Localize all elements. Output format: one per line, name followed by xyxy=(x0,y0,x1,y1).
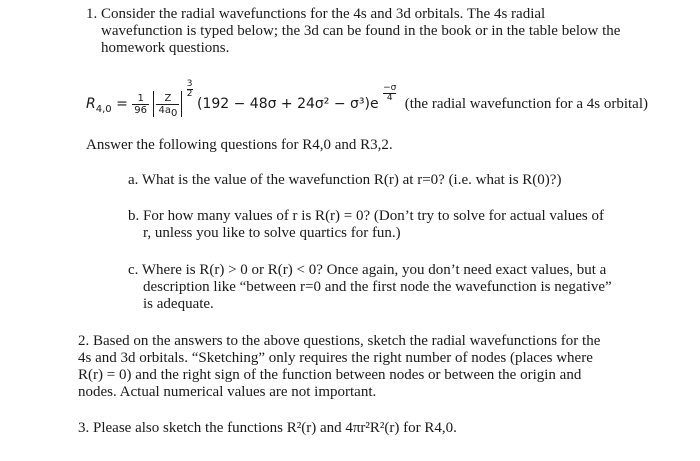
eq-equals: = xyxy=(116,96,128,112)
eq-power-num: 3 xyxy=(186,79,193,89)
question-1-line-2: wavefunction is typed below; the 3d can be found in the book or in the table below the xyxy=(101,23,621,39)
eq-inner-fraction xyxy=(156,93,179,119)
eq-exp-den: 4 xyxy=(386,93,393,103)
question-2-line-1: 2. Based on the answers to the above questions, sketch the radial wavefunctions for the xyxy=(78,333,601,349)
subquestion-b-line-1: b. For how many values of r is R(r) = 0? (Don’t try to solve for actual values of xyxy=(128,208,604,224)
answer-intro: Answer the following questions for R4,0 and R3,2. xyxy=(86,137,393,153)
eq-power xyxy=(187,80,193,99)
question-2-line-4: nodes. Actual numerical values are not important. xyxy=(78,384,377,400)
subquestion-c-line-1: c. Where is R(r) > 0 or R(r) < 0? Once again, you don’t need exact values, but a xyxy=(128,262,607,278)
question-2-line-2: 4s and 3d orbitals. “Sketching” only requires the right number of nodes (places where xyxy=(78,350,593,366)
eq-power-den: 2 xyxy=(186,89,193,99)
subquestion-a xyxy=(128,172,688,189)
eq-polynomial: (192 − 48σ + 24σ² − σ³)e xyxy=(196,96,379,112)
subquestion-c-line-2: description like “between r=0 and the first node the wavefunction is negative” xyxy=(143,279,612,295)
subquestion-b-line-2: r, unless you like to solve quartics for fun.) xyxy=(143,225,401,241)
question-1-line-3: homework questions. xyxy=(101,40,230,56)
subquestion-b xyxy=(128,208,688,242)
eq-coef-num: 1 xyxy=(132,93,149,105)
subquestion-c xyxy=(128,262,688,313)
question-3 xyxy=(78,420,688,437)
eq-coef-den: 96 xyxy=(134,104,148,116)
eq-bracket xyxy=(153,91,182,117)
radial-wavefunction-equation xyxy=(86,80,696,126)
eq-note: (the radial wavefunction for a 4s orbital) xyxy=(404,96,649,112)
subquestion-c-line-3: is adequate. xyxy=(143,296,214,312)
eq-coefficient xyxy=(132,93,149,116)
eq-inner-num: Z xyxy=(156,93,179,105)
eq-exp-num: −σ xyxy=(383,83,397,93)
question-2-line-3: R(r) = 0) and the right sign of the function between nodes or between the origin and xyxy=(78,367,582,383)
eq-inner-den: $4a_0$ xyxy=(158,105,178,119)
question-2 xyxy=(78,333,688,401)
question-1 xyxy=(86,6,686,57)
eq-lhs: R xyxy=(86,96,96,112)
subquestion-a-line-1: a. What is the value of the wavefunction R(r) at r=0? (i.e. what is R(0)?) xyxy=(128,172,562,188)
eq-lhs-sub: 4,0 xyxy=(95,103,112,115)
eq-exponent xyxy=(383,84,396,103)
question-1-line-1: 1. Consider the radial wavefunctions for the 4s and 3d orbitals. The 4s radial xyxy=(86,6,546,22)
question-3-line-1: 3. Please also sketch the functions R²(r) and 4πr²R²(r) for R4,0. xyxy=(78,420,457,436)
